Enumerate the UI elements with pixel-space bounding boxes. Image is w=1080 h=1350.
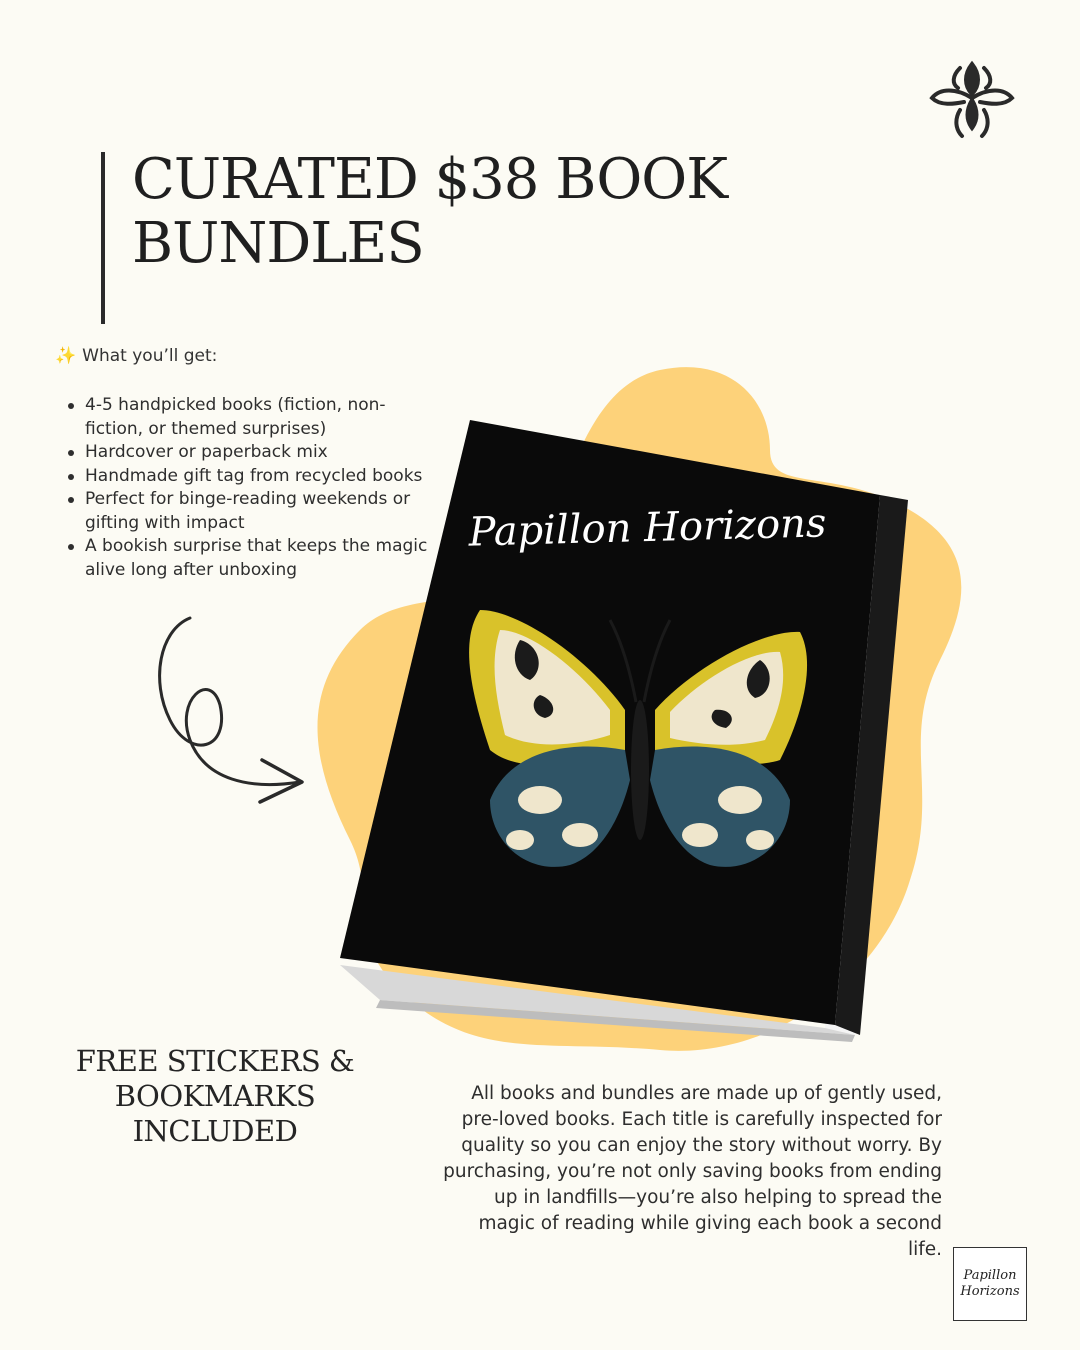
about-paragraph: All books and bundles are made up of gently used, pre-loved books. Each title is carefully inspected for quality so you can enjoy the story without worry. By purchasing, you’re not only saving books from ending up in landfills—you’re also helping to spread the magic of reading while giving each book a second life.: [443, 1082, 942, 1260]
list-item: Perfect for binge-reading weekends or gifting with impact: [66, 488, 438, 535]
list-heading-text: What you’ll get:: [82, 346, 218, 366]
list-heading: [55, 346, 217, 366]
list-item: Hardcover or paperback mix: [66, 441, 438, 465]
sparkle-icon: ✨: [55, 346, 77, 366]
list-item: A bookish surprise that keeps the magic alive long after unboxing: [66, 535, 438, 582]
butterfly-icon: [460, 600, 820, 890]
page-title: CURATED $38 BOOK BUNDLES: [132, 147, 728, 276]
brand-logo: [953, 1247, 1027, 1321]
title-accent-bar: [101, 152, 105, 324]
curly-arrow-icon: [150, 610, 320, 820]
logo-text-line1: Papillon: [963, 1268, 1017, 1283]
lotus-flourish-icon: [926, 58, 1018, 142]
list-item: 4-5 handpicked books (fiction, non-fiction, or themed surprises): [66, 394, 438, 441]
list-item: Handmade gift tag from recycled books: [66, 465, 438, 489]
book-cover-title: Papillon Horizons: [468, 500, 827, 556]
free-extras-text: FREE STICKERS & BOOKMARKS INCLUDED: [75, 1044, 355, 1148]
logo-text-line2: Horizons: [960, 1284, 1020, 1299]
